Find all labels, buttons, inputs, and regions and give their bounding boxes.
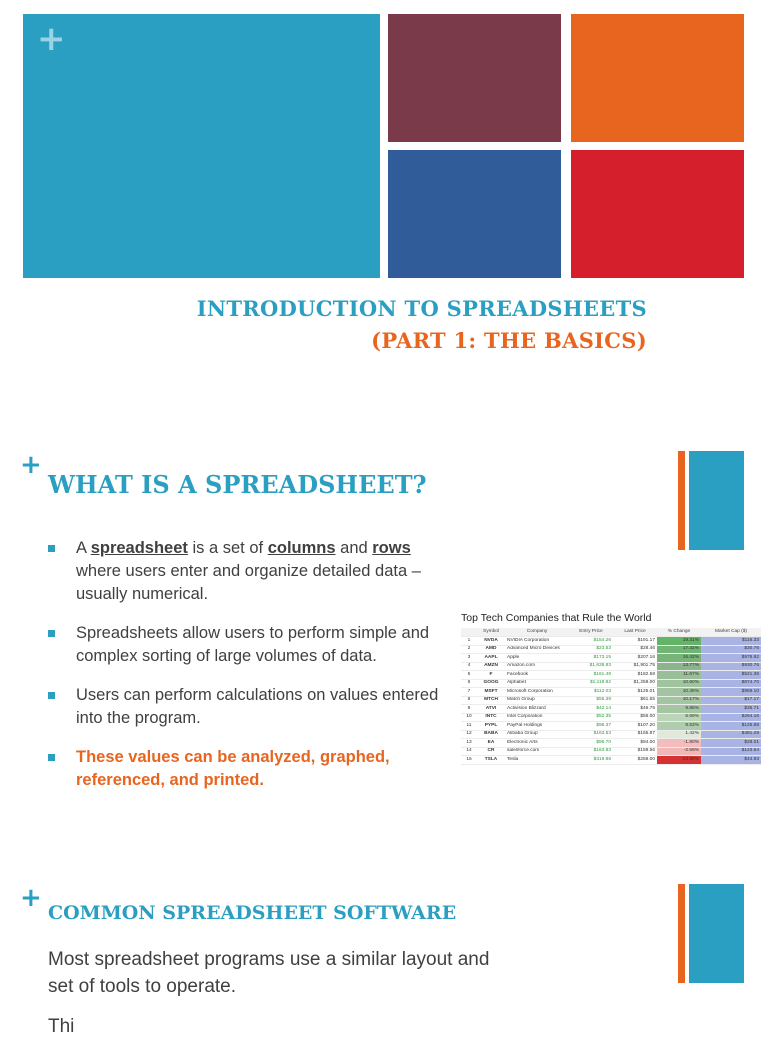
table-row: [461, 654, 761, 663]
table-cell: $55.39: [569, 696, 613, 705]
table-cell: 12: [461, 730, 477, 739]
table-cell: $1,119.92: [569, 679, 613, 688]
spreadsheet-column-header: [461, 628, 477, 637]
table-row: [461, 747, 761, 756]
table-cell: 10.36%: [657, 688, 701, 697]
table-cell: $182.58: [613, 671, 657, 680]
table-cell: 8: [461, 696, 477, 705]
bullet-square-icon: [48, 545, 55, 552]
slide1-title: INTRODUCTION TO SPREADSHEETS: [196, 296, 647, 321]
table-cell: AMZN: [477, 662, 505, 671]
table-cell: 10: [461, 713, 477, 722]
title-tile-red: [571, 150, 744, 278]
table-cell: 13: [461, 739, 477, 748]
slide1-subtitle: (PART 1: THE BASICS): [371, 328, 647, 353]
spreadsheet-column-header: Market Cap ($): [701, 628, 761, 637]
table-cell: 10.60%: [657, 679, 701, 688]
table-cell: $28.46: [613, 645, 657, 654]
plus-icon: +: [20, 450, 42, 480]
title-tile-orange: [571, 14, 744, 142]
table-cell: BABA: [477, 730, 505, 739]
table-cell: $258.00: [613, 756, 657, 765]
table-cell: -1.80%: [657, 739, 701, 748]
table-cell: $125.01: [613, 688, 657, 697]
table-cell: 3: [461, 654, 477, 663]
table-cell: $46.75: [613, 705, 657, 714]
table-cell: $125.68: [701, 722, 761, 731]
spreadsheet-screenshot: [458, 603, 764, 783]
table-cell: $976.82: [701, 654, 761, 663]
table-cell: $44.93: [701, 756, 761, 765]
plus-icon: +: [20, 883, 42, 913]
table-cell: 2: [461, 645, 477, 654]
table-cell: $94.00: [613, 739, 657, 748]
table-row: [461, 688, 761, 697]
table-cell: 11.67%: [657, 671, 701, 680]
table-cell: 5: [461, 671, 477, 680]
table-cell: MTCH: [477, 696, 505, 705]
table-cell: $163.83: [569, 747, 613, 756]
table-cell: $1,901.75: [613, 662, 657, 671]
bullet-square-icon: [48, 630, 55, 637]
bullet-analyzed: These values can be analyzed, graphed, referenced, and printed.: [48, 746, 448, 792]
table-cell: 19.31%: [657, 637, 701, 646]
table-cell: 7: [461, 688, 477, 697]
table-cell: AMD: [477, 645, 505, 654]
table-cell: $56.00: [613, 713, 657, 722]
table-cell: $481.29: [701, 730, 761, 739]
table-cell: $159.56: [613, 747, 657, 756]
table-row: [461, 679, 761, 688]
table-cell: $521.36: [701, 671, 761, 680]
table-cell: 8.53%: [657, 722, 701, 731]
table-cell: Intel Corporation: [505, 713, 569, 722]
table-cell: INTC: [477, 713, 505, 722]
table-cell: 6: [461, 679, 477, 688]
table-cell: $173.15: [569, 654, 613, 663]
table-cell: $112.03: [569, 688, 613, 697]
table-row: [461, 730, 761, 739]
keyword-rows: rows: [372, 539, 411, 557]
table-cell: $61.65: [613, 696, 657, 705]
table-cell: $42.14: [569, 705, 613, 714]
table-cell: $163.53: [569, 730, 613, 739]
table-row: [461, 705, 761, 714]
table-cell: 9.86%: [657, 705, 701, 714]
spreadsheet-header-row: [461, 628, 761, 637]
table-row: [461, 756, 761, 765]
spreadsheet-title: Top Tech Companies that Rule the World: [461, 612, 652, 624]
table-cell: $930.76: [701, 662, 761, 671]
table-cell: $1,639.83: [569, 662, 613, 671]
table-cell: $319.88: [569, 756, 613, 765]
table-cell: 1: [461, 637, 477, 646]
table-cell: PYPL: [477, 722, 505, 731]
table-cell: $17.17: [701, 696, 761, 705]
table-row: [461, 713, 761, 722]
table-cell: NVDA: [477, 637, 505, 646]
accent-bar-orange: [678, 451, 685, 550]
bullet-definition: A spreadsheet is a set of columns and rows where users enter and organize detailed data – usually numerical.: [48, 537, 448, 606]
table-cell: 10.17%: [657, 696, 701, 705]
table-cell: 4: [461, 662, 477, 671]
slide3-title: COMMON SPREADSHEET SOFTWARE: [48, 902, 457, 924]
table-cell: $98.37: [569, 722, 613, 731]
table-row: [461, 671, 761, 680]
table-cell: $959.10: [701, 688, 761, 697]
table-cell: $264.16: [701, 713, 761, 722]
table-cell: EA: [477, 739, 505, 748]
table-cell: 13.77%: [657, 662, 701, 671]
title-tile-blue: [388, 150, 561, 278]
bullet-square-icon: [48, 754, 55, 761]
table-cell: $874.70: [701, 679, 761, 688]
bullet-sorting: Spreadsheets allow users to perform simple and complex sorting of large volumes of data.: [48, 622, 448, 668]
table-cell: 11: [461, 722, 477, 731]
slide3-body: Most spreadsheet programs use a similar layout and set of tools to operate.: [48, 949, 490, 997]
title-tile-teal: [23, 14, 380, 278]
table-cell: 15: [461, 756, 477, 765]
table-cell: 17.32%: [657, 645, 701, 654]
table-row: [461, 696, 761, 705]
spreadsheet-column-header: Last Price: [613, 628, 657, 637]
table-cell: $30.76: [701, 645, 761, 654]
table-row: [461, 662, 761, 671]
table-cell: CR: [477, 747, 505, 756]
accent-block-teal: [689, 451, 744, 550]
table-cell: $165.87: [613, 730, 657, 739]
table-cell: AAPL: [477, 654, 505, 663]
table-cell: $191.17: [613, 637, 657, 646]
table-row: [461, 722, 761, 731]
table-cell: -2.56%: [657, 747, 701, 756]
table-cell: 14: [461, 747, 477, 756]
table-cell: Activision Blizzard: [505, 705, 569, 714]
table-cell: Facebook: [505, 671, 569, 680]
slide3-body-truncated: Thi: [48, 1016, 75, 1037]
spreadsheet-table: [461, 628, 761, 765]
table-cell: MSFT: [477, 688, 505, 697]
table-cell: Alphabet: [505, 679, 569, 688]
table-cell: $154.26: [569, 637, 613, 646]
table-cell: Electronic Arts: [505, 739, 569, 748]
spreadsheet-column-header: % Change: [657, 628, 701, 637]
table-cell: 1.42%: [657, 730, 701, 739]
table-cell: $95.70: [569, 739, 613, 748]
table-cell: ATVI: [477, 705, 505, 714]
table-cell: TSLA: [477, 756, 505, 765]
spreadsheet-column-header: Symbol: [477, 628, 505, 637]
table-cell: 6.69%: [657, 713, 701, 722]
table-cell: F: [477, 671, 505, 680]
table-cell: $52.35: [569, 713, 613, 722]
table-cell: GOOG: [477, 679, 505, 688]
spreadsheet-column-header: Entry Price: [569, 628, 613, 637]
bullet-calculations: Users can perform calculations on values entered into the program.: [48, 684, 448, 730]
table-cell: Microsoft Corporation: [505, 688, 569, 697]
table-cell: Apple: [505, 654, 569, 663]
table-cell: Alibaba Group: [505, 730, 569, 739]
table-cell: $28.01: [701, 739, 761, 748]
table-cell: Amazon.com: [505, 662, 569, 671]
bullet-square-icon: [48, 692, 55, 699]
table-cell: $35.71: [701, 705, 761, 714]
table-cell: NVIDIA Corporation: [505, 637, 569, 646]
accent-block-teal: [689, 884, 744, 983]
table-cell: Match Group: [505, 696, 569, 705]
spreadsheet-column-header: Company: [505, 628, 569, 637]
table-cell: $116.33: [701, 637, 761, 646]
table-row: [461, 739, 761, 748]
table-cell: 9: [461, 705, 477, 714]
keyword-columns: columns: [267, 539, 336, 557]
table-cell: Tesla: [505, 756, 569, 765]
table-cell: 16.42%: [657, 654, 701, 663]
plus-icon: +: [37, 19, 66, 59]
table-cell: $161.48: [569, 671, 613, 680]
slide2-title: WHAT IS A SPREADSHEET?: [48, 470, 427, 499]
accent-bar-orange: [678, 884, 685, 983]
table-cell: $207.16: [613, 654, 657, 663]
table-cell: Advanced Micro Devices: [505, 645, 569, 654]
table-cell: PayPal Holdings: [505, 722, 569, 731]
table-cell: $23.53: [569, 645, 613, 654]
table-cell: salesforce.com: [505, 747, 569, 756]
title-tile-maroon: [388, 14, 561, 142]
table-cell: $123.64: [701, 747, 761, 756]
table-row: [461, 645, 761, 654]
keyword-spreadsheet: spreadsheet: [90, 539, 188, 557]
table-cell: -23.98%: [657, 756, 701, 765]
table-row: [461, 637, 761, 646]
slide2-bullets: [48, 537, 448, 808]
table-cell: $1,258.00: [613, 679, 657, 688]
table-cell: $107.20: [613, 722, 657, 731]
